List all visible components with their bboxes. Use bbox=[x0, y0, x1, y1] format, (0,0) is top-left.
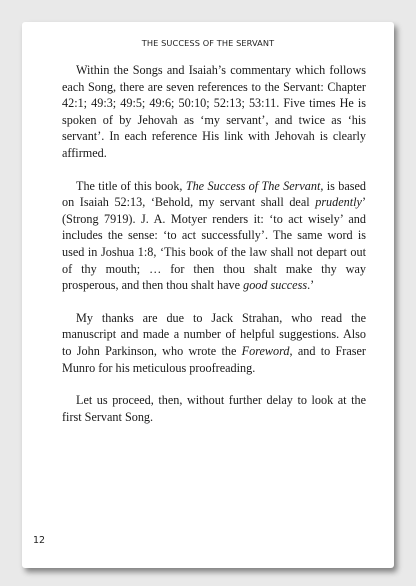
paragraph-2-text-b: is based on Isaiah 52:13, ‘Behold, my servant shall deal bbox=[62, 178, 366, 210]
paragraph-2-text-c: ’ (Strong 7919). J. A. Motyer renders it: ‘to act wisely’ and includes the sense: ‘to act successfully’. The same word is used in Joshua 1:8, ‘This book of the law shall not depart out of thy mouth; … for then thou shalt make thy way prosperous, and then thou shalt have bbox=[62, 195, 366, 293]
paragraph-2-text-a: The title of this book, bbox=[76, 178, 186, 193]
good-success-italic: good success bbox=[243, 278, 308, 293]
running-header: THE SUCCESS OF THE SERVANT bbox=[141, 38, 275, 48]
foreword-italic: Foreword bbox=[241, 343, 290, 358]
book-title-italic: The Success of The Servant, bbox=[185, 178, 324, 193]
paragraph-4 bbox=[62, 392, 366, 425]
paragraph-2 bbox=[62, 178, 366, 294]
paragraph-2-text-d: .’ bbox=[307, 278, 315, 293]
prudently-italic: prudently bbox=[315, 195, 362, 210]
body-text bbox=[62, 62, 366, 441]
paragraph-1 bbox=[62, 62, 366, 162]
paragraph-3-text-b: , and to Fraser Munro for his meticulous proofreading. bbox=[62, 343, 366, 375]
paragraph-4-text: Let us proceed, then, without further delay to look at the first Servant Song. bbox=[62, 393, 366, 424]
paragraph-3-text-a: My thanks are due to Jack Strahan, who read the manuscript and made a number of helpful suggestions. Also to John Parkinson, who wrote the bbox=[62, 310, 366, 358]
page-number: 12 bbox=[33, 535, 46, 546]
paragraph-3 bbox=[62, 310, 366, 376]
book-page bbox=[22, 22, 394, 568]
paragraph-1-text: Within the Songs and Isaiah’s commentary which follows each Song, there are seven references to the Servant: Chapter 42:1; 49:3; 49:5; 49:6; 50:10; 52:13; 53:11. Five times He is spoken of by Jehovah as ‘my servant’, and twice as ‘his servant’. In each reference His link with Jehovah is clearly affirmed. bbox=[62, 63, 366, 160]
